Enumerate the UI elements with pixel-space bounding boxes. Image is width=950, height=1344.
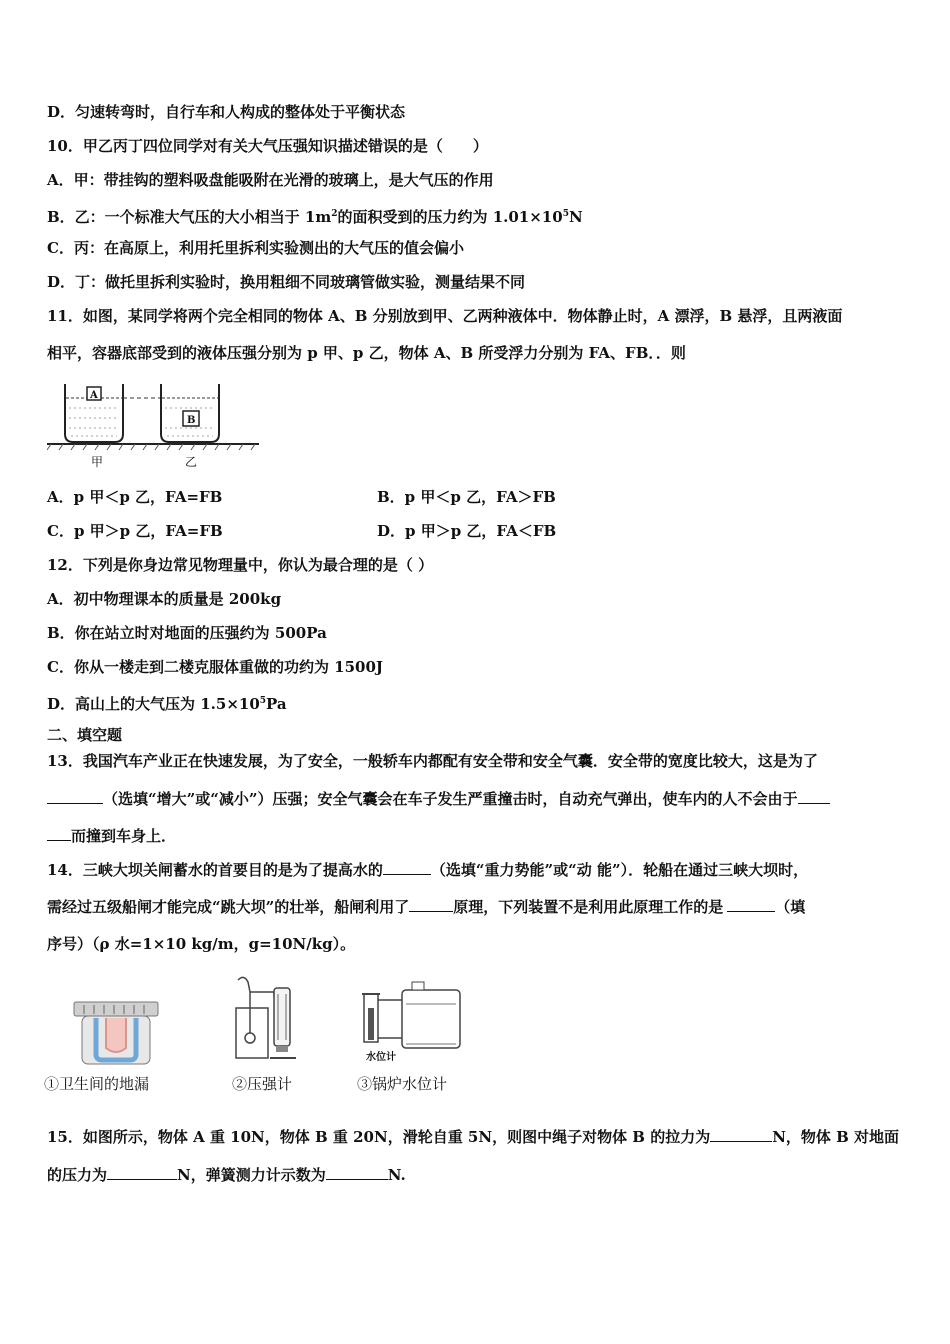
q13-stem-line3: 而撞到车身上．: [47, 826, 176, 846]
caption-pressure-gauge: ②压强计: [232, 1075, 293, 1093]
q9-option-d: D．匀速转弯时，自行车和人构成的整体处于平衡状态: [47, 103, 406, 121]
q11-option-c: C．p 甲＞p 乙，FA=FB: [47, 522, 223, 540]
blank: [47, 826, 71, 841]
q10-option-a: A．甲：带挂钩的塑料吸盘能吸附在光滑的玻璃上，是大气压的作用: [47, 171, 494, 189]
blank: [727, 897, 775, 912]
q10-option-c: C．丙：在高原上，利用托里拆利实验测出的大气压的值会偏小: [47, 239, 464, 257]
object-a-label: A: [90, 390, 98, 401]
caption-yi: 乙: [185, 455, 198, 469]
q11-option-d: D．p 甲＞p 乙，FA＜FB: [377, 522, 557, 540]
q15-stem-line1: 15．如图所示，物体 A 重 10N，物体 B 重 20N，滑轮自重 5N，则图中绳子对物体 B 的拉力为 N，物体 B 对地面: [47, 1128, 900, 1146]
blank: [710, 1127, 772, 1142]
q12-stem: 12．下列是你身边常见物理量中，你认为最合理的是（ ）: [47, 556, 434, 574]
q14-stem-line2: 需经过五级船闸才能完成“跳大坝”的壮举，船闸利用了 原理，下列装置不是利用此原理工作的是 （填: [47, 898, 806, 916]
object-b-label: B: [187, 415, 196, 426]
q11-stem-line2: 相平，容器底部受到的液体压强分别为 p 甲、p 乙，物体 A、B 所受浮力分别为 FA、FB．．则: [47, 344, 686, 362]
blank: [107, 1165, 177, 1180]
q12-option-b: B．你在站立时对地面的压强约为 500Pa: [47, 624, 327, 642]
blank: [326, 1165, 388, 1180]
blank: [383, 860, 431, 875]
q13-stem-line1: 13．我国汽车产业正在快速发展，为了安全，一般轿车内都配有安全带和安全气囊．安全带的宽度比较大，这是为了: [47, 752, 818, 770]
q11-option-a: A．p 甲＜p 乙，FA=FB: [47, 488, 223, 506]
pressure-gauge-illustration: [230, 974, 300, 1066]
blank: [409, 897, 453, 912]
floor-drain-illustration: [72, 996, 162, 1068]
q15-stem-line2: 的压力为 N，弹簧测力计示数为 N.: [47, 1166, 406, 1184]
q12-option-d: D．高山上的大气压为 $1.5\times 10^5Pa$: [47, 695, 287, 713]
q10-option-b: B．乙：一个标准大气压的大小相当于 $1m^2$的面积受到的压力约为 $1.01\times 10^5N$: [47, 208, 583, 226]
q12-option-c: C．你从一楼走到二楼克服体重做的功约为 1500J: [47, 658, 384, 676]
q10-option-d: D．丁：做托里拆利实验时，换用粗细不同玻璃管做实验，测量结果不同: [47, 273, 526, 291]
q11-option-b: B．p 甲＜p 乙，FA＞FB: [377, 488, 556, 506]
blank: [798, 789, 830, 804]
q11-figure-containers: [47, 378, 262, 470]
q10-stem: 10．甲乙丙丁四位同学对有关大气压强知识描述错误的是（ ）: [47, 137, 488, 155]
caption-floor-drain: ①卫生间的地漏: [44, 1075, 150, 1093]
boiler-water-gauge-illustration: [360, 980, 470, 1066]
q14-stem-line3: 序号）（ρ 水=1×10 kg/m，g=10N/kg）。: [47, 935, 356, 953]
caption-boiler-gauge: ③锅炉水位计: [357, 1075, 448, 1093]
q12-option-a: A．初中物理课本的质量是 200kg: [47, 590, 282, 608]
section-title-fill-in: 二、填空题: [47, 726, 123, 744]
q11-stem-line1: 11．如图，某同学将两个完全相同的物体 A、B 分别放到甲、乙两种液体中．物体静止时，A 漂浮，B 悬浮，且两液面: [47, 307, 843, 325]
blank: [47, 789, 103, 804]
caption-jia: 甲: [91, 455, 104, 469]
q13-stem-line2: （选填“增大”或“减小”）压强；安全气囊会在车子发生严重撞击时，自动充气弹出，使车内的人不会由于: [47, 789, 830, 809]
water-gauge-label: 水位计: [366, 1052, 396, 1063]
q14-stem-line1: 14．三峡大坝关闸蓄水的首要目的是为了提高水的 （选填“重力势能”或“动 能”）．轮船在通过三峡大坝时，: [47, 861, 809, 879]
